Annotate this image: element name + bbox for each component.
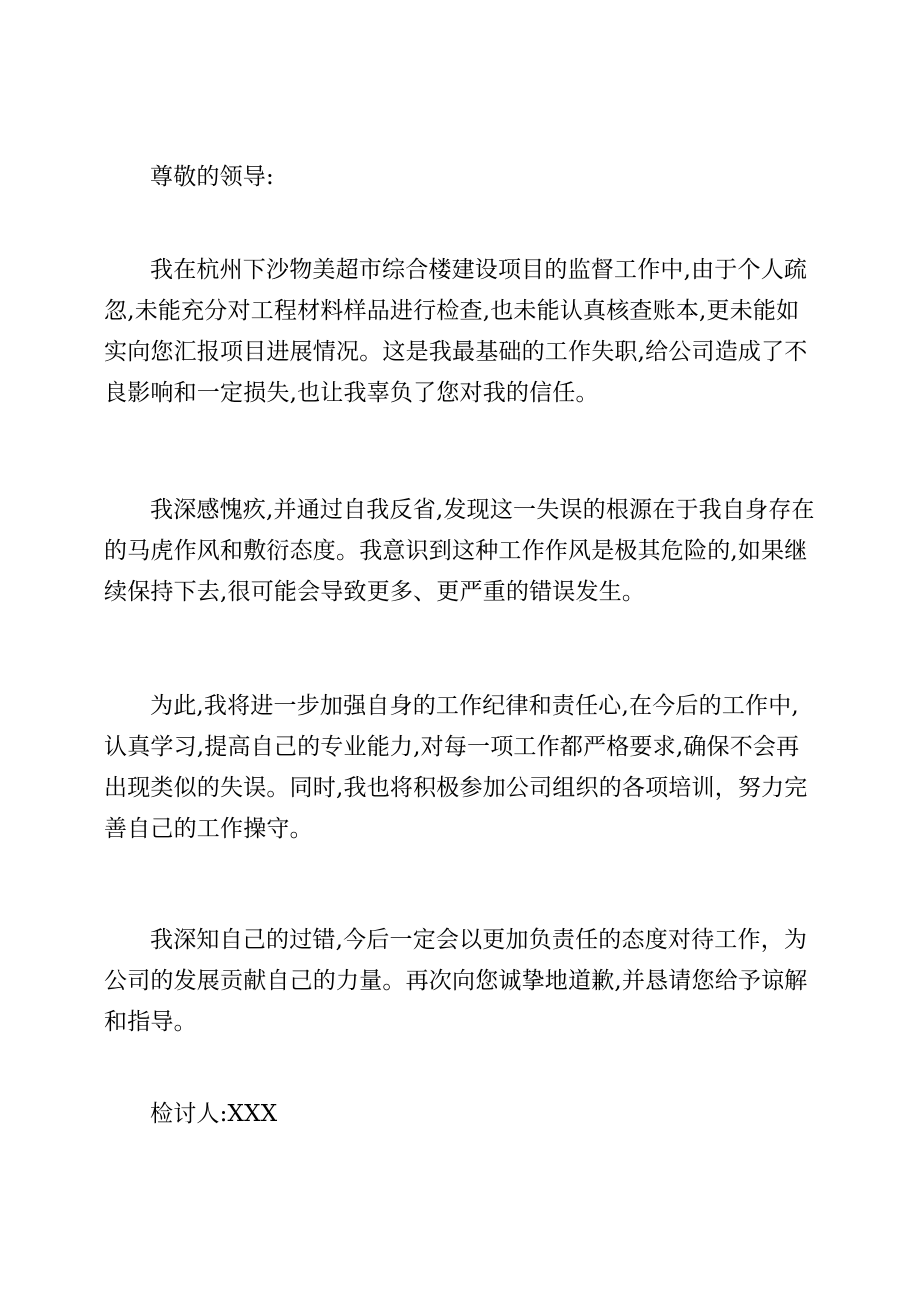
signature-line: 检讨人:XXX — [150, 1101, 278, 1127]
body-paragraph-2: 我深感愧疚,并通过自我反省,发现这一失误的根源在于我自身存在的马虎作风和敷衍态度。我意识到这种工作作风是极其危险的,如果继续保持下去,很可能会导致更多、更严重的错误发生。 — [104, 497, 815, 605]
body-paragraph-1: 我在杭州下沙物美超市综合楼建设项目的监督工作中,由于个人疏忽,未能充分对工程材料样品进行检查,也未能认真核查账本,更未能如实向您汇报项目进展情况。这是我最基础的工作失职,给公司造成了不良影响和一定损失,也让我辜负了您对我的信任。 — [104, 257, 808, 406]
body-paragraph-4: 我深知自己的过错,今后一定会以更加负责任的态度对待工作，为公司的发展贡献自己的力量。再次向您诚挚地道歉,并恳请您给予谅解和指导。 — [104, 927, 808, 1035]
body-paragraph-3: 为此,我将进一步加强自身的工作纪律和责任心,在今后的工作中,认真学习,提高自己的专业能力,对每一项工作都严格要求,确保不会再出现类似的失误。同时,我也将积极参加公司组织的各项培训，努力完善自己的工作操守。 — [104, 693, 808, 842]
salutation: 尊敬的领导: — [150, 164, 274, 190]
